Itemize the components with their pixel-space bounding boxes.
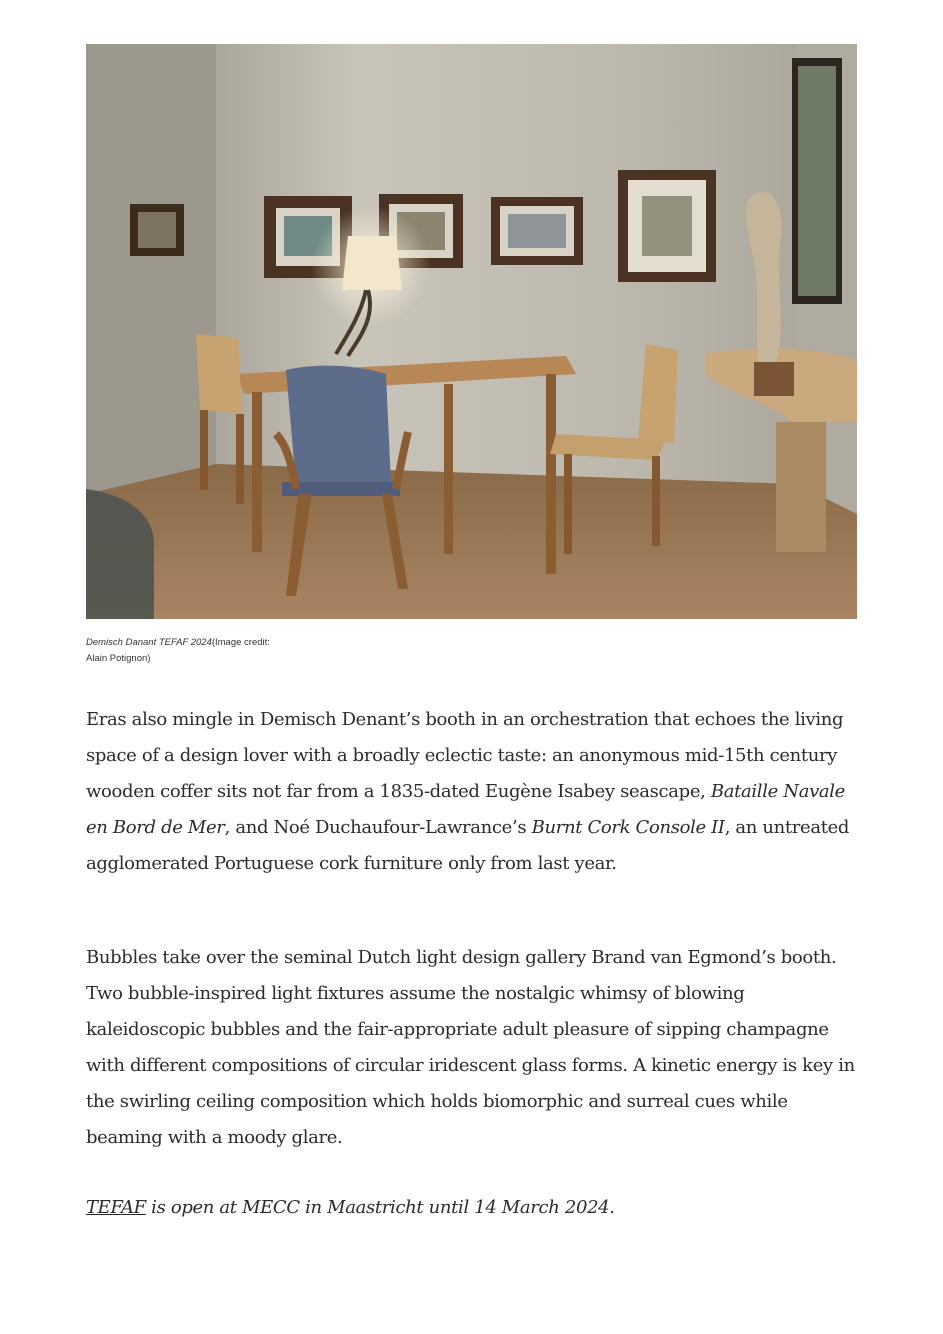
paragraph1-part3: , an untreated agglomerated Portuguese cork furniture only from last year.: [86, 817, 850, 874]
booth-photo-illustration: [86, 44, 857, 619]
caption-title: Demisch Danant TEFAF 2024: [86, 637, 212, 648]
booth-photo: [86, 44, 857, 619]
artwork-title-bataille: Bataille Navale en Bord de Mer: [86, 781, 845, 838]
paragraph3-text: is open at MECC in Maastricht until 14 March 2024.: [145, 1197, 615, 1218]
tefaf-link[interactable]: TEFAF: [86, 1197, 146, 1218]
paragraph-demisch-denant: [86, 702, 861, 882]
artwork-title-burnt-cork: Burnt Cork Console II: [531, 817, 725, 838]
caption-credit-line2: Alain Potignon): [86, 653, 151, 664]
paragraph-tefaf-dates: [86, 1190, 861, 1226]
paragraph-brand-van-egmond: Bubbles take over the seminal Dutch light design gallery Brand van Egmond’s booth. Two bubble-inspired light fixtures assume the nostalgic whimsy of blowing kaleidoscopic bubbles and the fair-appropriate adult pleasure of sipping champagne with different compositions of circular iridescent glass forms. A kinetic energy is key in the swirling ceiling composition which holds biomorphic and surreal cues while beaming with a moody glare.: [86, 947, 855, 1148]
paragraph1-part1: Eras also mingle in Demisch Denant’s booth in an orchestration that echoes the living space of a design lover with a broadly eclectic taste: an anonymous mid-15th century wooden coffer sits not far from a 1835-dated Eugène Isabey seascape,: [86, 709, 844, 802]
image-caption: [86, 635, 306, 667]
paragraph1-part2: , and Noé Duchaufour-Lawrance’s: [224, 817, 532, 838]
caption-credit-line1: (Image credit:: [211, 637, 270, 648]
